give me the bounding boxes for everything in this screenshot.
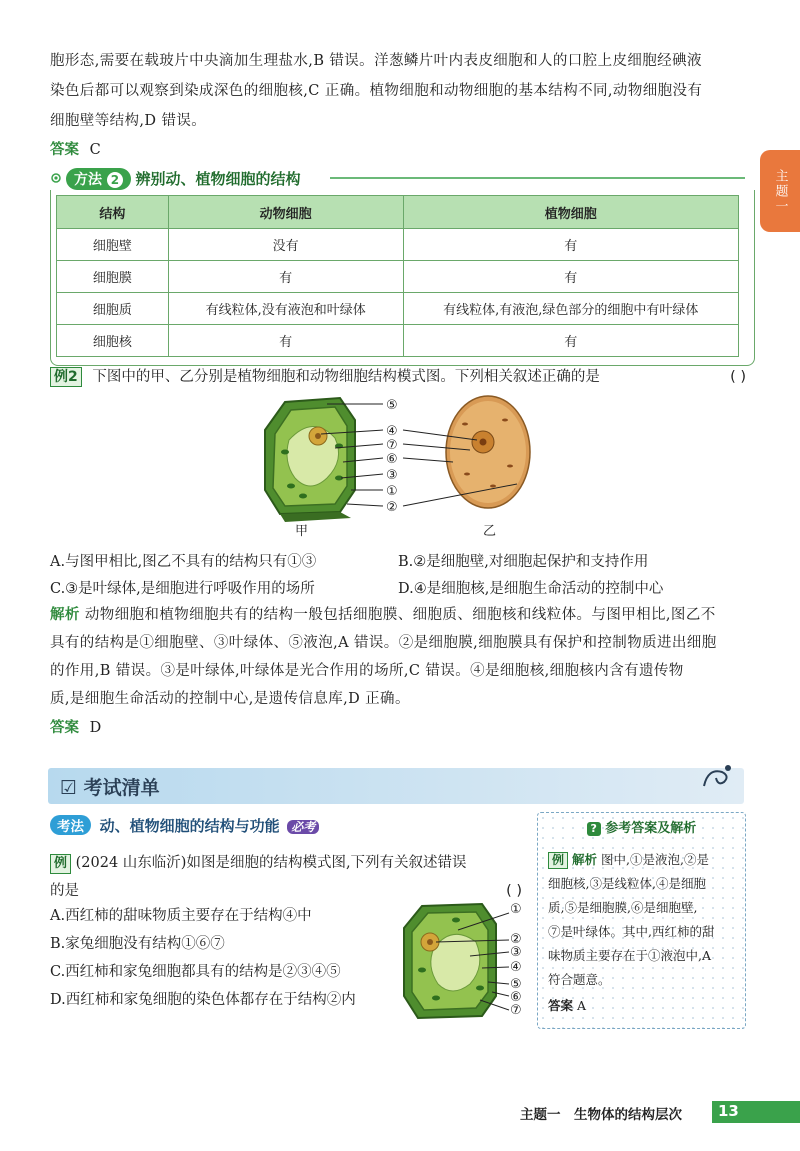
table-header: 植物细胞 bbox=[403, 196, 739, 229]
key-icon: ? bbox=[587, 822, 601, 836]
option-a[interactable]: A.与图甲相比,图乙不具有的结构只有①③ bbox=[50, 554, 317, 570]
reference-answer-box bbox=[537, 812, 746, 1029]
table-row bbox=[57, 229, 739, 261]
banner-title: ☑ 考试清单 bbox=[60, 777, 160, 799]
option-c[interactable]: C.③是叶绿体,是细胞进行呼吸作用的场所 bbox=[50, 581, 315, 597]
analysis-line: 具有的结构是①细胞壁、③叶绿体、⑤液泡,A 错误。②是细胞膜,细胞膜具有保护和控制物质进出细胞 bbox=[50, 635, 717, 651]
table-cell: 有 bbox=[403, 229, 739, 261]
marker-1: ① bbox=[386, 484, 398, 499]
figure-label-jia: 甲 bbox=[295, 524, 309, 539]
marker-3: ③ bbox=[386, 468, 398, 483]
answer-box-answer-value: A bbox=[577, 998, 587, 1013]
exam-checklist-banner bbox=[48, 768, 744, 804]
table-cell: 有 bbox=[403, 325, 739, 357]
example2-analysis bbox=[50, 601, 750, 713]
exam-marker-1: ① bbox=[510, 902, 522, 917]
exam-option[interactable]: C.西红柿和家兔细胞都具有的结构是②③④⑤ bbox=[50, 964, 341, 980]
answer-box-body bbox=[538, 836, 745, 1018]
answer-box-line: ⑦是叶绿体。其中,西红柿的甜 bbox=[548, 924, 715, 939]
answer-value: D bbox=[89, 720, 102, 736]
answer-box-label: 解析 bbox=[572, 852, 598, 867]
table-cell: 没有 bbox=[168, 229, 403, 261]
exam-question bbox=[50, 849, 530, 905]
example2-question-text: 下图中的甲、乙分别是植物细胞和动物细胞结构模式图。下列相关叙述正确的是 bbox=[92, 369, 600, 385]
exam-question-line: 的是 bbox=[50, 883, 79, 899]
figure-label-yi: 乙 bbox=[483, 524, 497, 539]
animal-cell-illustration bbox=[446, 396, 530, 508]
answer-paren: ( ) bbox=[506, 883, 522, 899]
plant-cell-markers bbox=[386, 398, 398, 515]
method-table-frame bbox=[50, 190, 755, 366]
intro-line: 细胞壁等结构,D 错误。 bbox=[50, 113, 207, 129]
table-cell: 有线粒体,没有液泡和叶绿体 bbox=[168, 293, 403, 325]
plant-cell-illustration bbox=[265, 398, 355, 522]
table-row bbox=[57, 293, 739, 325]
method-pill: 方法 2 bbox=[66, 168, 131, 190]
example2-question bbox=[50, 367, 750, 387]
example2-badge: 例2 bbox=[50, 367, 82, 387]
exam-option[interactable]: B.家兔细胞没有结构①⑥⑦ bbox=[50, 936, 225, 952]
exam-marker-4: ④ bbox=[510, 960, 522, 975]
table-cell: 细胞质 bbox=[57, 293, 169, 325]
answer-box-line: 质,⑤是细胞膜,⑥是细胞壁, bbox=[548, 900, 698, 915]
table-header: 动物细胞 bbox=[168, 196, 403, 229]
kaofa-header bbox=[50, 815, 319, 836]
checkbox-icon: ☑ bbox=[60, 777, 78, 799]
required-tag: 必考 bbox=[287, 820, 319, 834]
answer-box-title: ? 参考答案及解析 bbox=[538, 817, 745, 836]
table-row bbox=[57, 261, 739, 293]
kaofa-pill: 考法 bbox=[50, 815, 91, 835]
answer-paren: ( ) bbox=[730, 369, 746, 385]
answer-box-line: 味物质主要存在于①液泡中,A bbox=[548, 948, 712, 963]
table-cell: 细胞壁 bbox=[57, 229, 169, 261]
answer-box-line: 细胞核,③是线粒体,④是细胞 bbox=[548, 876, 706, 891]
answer-box-line: 图中,①是液泡,②是 bbox=[601, 852, 709, 867]
exam-option[interactable]: A.西红柿的甜味物质主要存在于结构④中 bbox=[50, 908, 312, 924]
chapter-side-tab[interactable]: 主题一 bbox=[760, 150, 800, 232]
intro-answer bbox=[50, 138, 101, 159]
marker-4: ④ bbox=[386, 424, 398, 439]
analysis-line: 的作用,B 错误。③是叶绿体,叶绿体是光合作用的场所,C 错误。④是细胞核,细胞核内含有遗传物 bbox=[50, 663, 684, 679]
analysis-line: 质,是细胞生命活动的控制中心,是遗传信息库,D 正确。 bbox=[50, 691, 410, 707]
exam-options bbox=[50, 902, 356, 1014]
answer-box-answer-label: 答案 bbox=[548, 998, 574, 1013]
exam-question-line: (2024 山东临沂)如图是细胞的结构模式图,下列有关叙述错误 bbox=[75, 855, 467, 871]
exam-marker-6: ⑥ bbox=[510, 990, 522, 1005]
method-title: 辨别动、植物细胞的结构 bbox=[135, 170, 301, 188]
analysis-label: 解析 bbox=[50, 607, 80, 623]
answer-label: 答案 bbox=[50, 142, 79, 158]
exam-marker-5: ⑤ bbox=[510, 977, 522, 992]
intro-line: 染色后都可以观察到染成深色的细胞核,C 正确。植物细胞和动物细胞的基本结构不同,动物细胞没有 bbox=[50, 83, 703, 99]
swirl-decoration-icon bbox=[698, 762, 738, 792]
page-number: 13 bbox=[718, 1102, 739, 1120]
method-header bbox=[50, 167, 750, 189]
marker-5: ⑤ bbox=[386, 398, 398, 413]
kaofa-title: 动、植物细胞的结构与功能 bbox=[99, 817, 280, 835]
option-d[interactable]: D.④是细胞核,是细胞生命活动的控制中心 bbox=[398, 581, 664, 597]
answer-value: C bbox=[89, 142, 101, 158]
answer-label: 答案 bbox=[50, 720, 79, 736]
exam-marker-3: ③ bbox=[510, 945, 522, 960]
table-header: 结构 bbox=[57, 196, 169, 229]
analysis-line: 动物细胞和植物细胞共有的结构一般包括细胞膜、细胞质、细胞核和线粒体。与图甲相比,图乙不 bbox=[84, 607, 716, 623]
footer-page-bar bbox=[712, 1101, 800, 1123]
intro-line: 胞形态,需要在载玻片中央滴加生理盐水,B 错误。洋葱鳞片叶内表皮细胞和人的口腔上皮细胞经碘液 bbox=[50, 53, 702, 69]
table-cell: 有 bbox=[168, 325, 403, 357]
table-cell: 细胞核 bbox=[57, 325, 169, 357]
table-row bbox=[57, 325, 739, 357]
comparison-table bbox=[56, 195, 739, 357]
footer-chapter-title: 主题一 生物体的结构层次 bbox=[520, 1107, 682, 1123]
cell-diagram-figure bbox=[255, 390, 545, 540]
exam-marker-2: ② bbox=[510, 932, 522, 947]
exam-option[interactable]: D.西红柿和家兔细胞的染色体都存在于结构②内 bbox=[50, 992, 356, 1008]
answer-box-line: 符合题意。 bbox=[548, 972, 611, 987]
marker-6: ⑥ bbox=[386, 452, 398, 467]
exam-marker-7: ⑦ bbox=[510, 1003, 522, 1018]
table-cell: 有 bbox=[403, 261, 739, 293]
table-cell: 有 bbox=[168, 261, 403, 293]
marker-2: ② bbox=[386, 500, 398, 515]
intro-paragraph bbox=[50, 46, 750, 136]
marker-7: ⑦ bbox=[386, 438, 398, 453]
example2-answer bbox=[50, 716, 101, 737]
answer-box-badge: 例 bbox=[548, 852, 568, 869]
table-cell: 有线粒体,有液泡,绿色部分的细胞中有叶绿体 bbox=[403, 293, 739, 325]
exam-example-badge: 例 bbox=[50, 854, 71, 874]
table-cell: 细胞膜 bbox=[57, 261, 169, 293]
table-header-row bbox=[57, 196, 739, 229]
option-b[interactable]: B.②是细胞壁,对细胞起保护和支持作用 bbox=[398, 554, 649, 570]
